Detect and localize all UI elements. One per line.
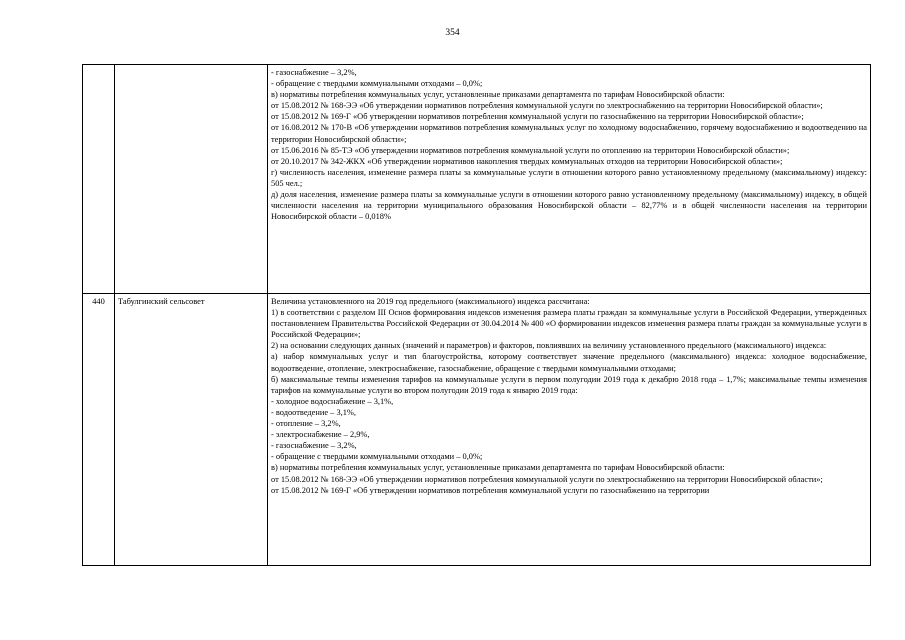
paragraph: - холодное водоснабжение – 3,1%, bbox=[271, 396, 394, 406]
paragraph: от 15.08.2012 № 169-Г «Об утверждении нормативов потребления коммунальной услуги по газоснабжению на территории Новосибирской области»; bbox=[271, 112, 804, 122]
paragraph: г) численность населения, изменение размера платы за коммунальные услуги в отношении которого равно установленному предельному (максимальному) индексу: 505 чел.; bbox=[271, 167, 867, 188]
municipality-name-cell: Табулгинский сельсовет bbox=[115, 294, 268, 566]
paragraph: от 16.08.2012 № 170-В «Об утверждении нормативов потребления коммунальных услуг по холодному водоснабжению, горячему водоснабжению и водоотведению на территории Новосибирской области»; bbox=[271, 123, 867, 144]
paragraph: а) набор коммунальных услуг и тип благоустройства, которому соответствует значение предельного (максимального) индекса: холодное водоснабжение, водоотведение, отопление, электроснабжение, газоснабжение, обращение с твердыми коммунальными отходами; bbox=[271, 352, 867, 373]
paragraph: от 15.08.2012 № 168-ЭЭ «Об утверждении нормативов потребления коммунальной услуги по электроснабжению на территории Новосибирской области»; bbox=[271, 474, 823, 484]
municipality-name-cell bbox=[115, 65, 268, 294]
paragraph: от 20.10.2017 № 342-ЖКХ «Об утверждении нормативов накопления твердых коммунальных отходов на территории Новосибирской области»; bbox=[271, 156, 783, 166]
document-table bbox=[82, 64, 871, 566]
paragraph: Величина установленного на 2019 год предельного (максимального) индекса рассчитана: bbox=[271, 297, 590, 306]
table-row bbox=[83, 294, 871, 566]
paragraph: - водоотведение – 3,1%, bbox=[271, 407, 356, 417]
paragraph: - отопление – 3,2%, bbox=[271, 419, 341, 429]
paragraph: от 15.08.2012 № 168-ЭЭ «Об утверждении нормативов потребления коммунальной услуги по электроснабжению на территории Новосибирской области»; bbox=[271, 101, 823, 111]
row-index-cell bbox=[83, 65, 115, 294]
paragraph: в) нормативы потребления коммунальных услуг, установленные приказами департамента по тарифам Новосибирской области: bbox=[271, 90, 725, 100]
table-row bbox=[83, 65, 871, 294]
row-index-cell: 440 bbox=[83, 294, 115, 566]
paragraph: от 15.08.2012 № 169-Г «Об утверждении нормативов потребления коммунальной услуги по газоснабжению на территории bbox=[271, 485, 710, 495]
page-number: 354 bbox=[445, 28, 460, 38]
index-description-cell bbox=[268, 294, 871, 566]
paragraph: д) доля населения, изменение размера платы за коммунальные услуги в отношении которого равно установленному предельному (максимальному) индексу, в общей численности населения на территории муниципального образования Новосибирской области – 82,77% и в общей численности населения на территории Новосибирской области – 0,018% bbox=[271, 190, 867, 222]
index-description-cell bbox=[268, 65, 871, 294]
paragraph: - газоснабжение – 3,2%, bbox=[271, 68, 357, 77]
paragraph: - обращение с твердыми коммунальными отходами – 0,0%; bbox=[271, 452, 483, 462]
paragraph: от 15.06.2016 № 85-ТЭ «Об утверждении нормативов потребления коммунальной услуги по отоплению на территории Новосибирской области»; bbox=[271, 145, 790, 155]
paragraph: 1) в соответствии с разделом III Основ формирования индексов изменения размера платы граждан за коммунальные услуги в Российской Федерации, утвержденных постановлением Правительства Российской Федерации от 30.04.2014 № 400 «О формировании индексов изменения размера платы граждан за коммунальные услуги в Российской Федерации»; bbox=[271, 308, 867, 340]
paragraph: - электроснабжение – 2,9%, bbox=[271, 430, 370, 440]
paragraph: в) нормативы потребления коммунальных услуг, установленные приказами департамента по тарифам Новосибирской области: bbox=[271, 463, 725, 473]
paragraph: - газоснабжение – 3,2%, bbox=[271, 441, 357, 451]
paragraph: б) максимальные темпы изменения тарифов на коммунальные услуги в первом полугодии 2019 года к декабрю 2018 года – 1,7%; максимальные темпы изменения тарифов на коммунальные услуги во втором полугодии 2019 года к январю 2019 года: bbox=[271, 374, 867, 395]
paragraph: - обращение с твердыми коммунальными отходами – 0,0%; bbox=[271, 79, 483, 89]
paragraph: 2) на основании следующих данных (значений и параметров) и факторов, повлиявших на величину установленного предельного (максимального) индекса: bbox=[271, 341, 827, 351]
